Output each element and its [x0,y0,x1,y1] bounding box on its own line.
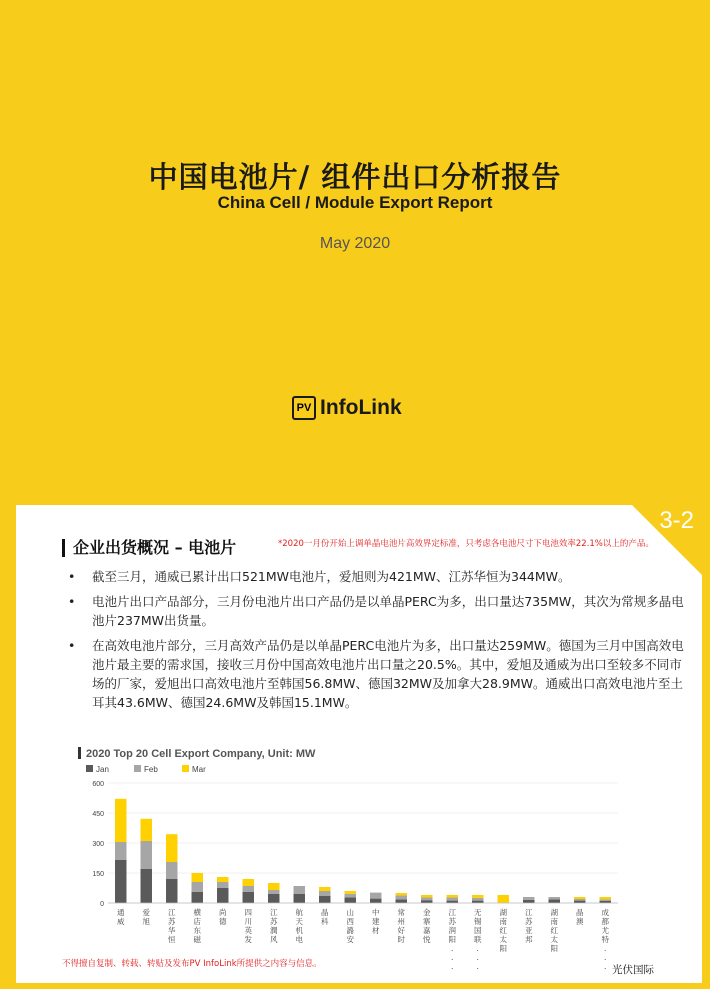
pv-logo-icon: PV [292,396,316,420]
bar-segment [217,877,228,882]
bar-segment [192,892,203,903]
x-tick-char: . [604,953,607,962]
x-tick-char: 联 [474,935,482,944]
x-tick-char: . [604,962,607,971]
bar-segment [396,895,407,899]
x-tick-label [194,907,202,944]
bar-segment [421,895,432,897]
bullet-item: • 在高效电池片部分，三月高效产品仍是以单晶PERC电池片为多，出口量达259MW。德国为三月中国高效电池片最主要的需求国，接收三月份中国高效电池片出口量之20.5%。其中，爱旭及通威为出口至较多不同市场的厂家，爱旭出口高效电池片至韩国56.8MW、德国32MW及加拿大28.9MW。通威出口高效电池片至土耳其43.6MW、德国24.6MW及韩国15.1MW。 [64,636,684,712]
x-tick-char: 湖 [499,908,507,917]
x-tick-char: 阳 [448,935,456,944]
x-tick-char: 阳 [499,944,507,953]
bar-segment [549,899,560,903]
x-tick-char: 天 [295,917,303,926]
report-slide [16,505,702,983]
bar-segment [294,886,305,894]
bullet-item: • 电池片出口产品部分，三月份电池片出口产品仍是以单晶PERC为多，出口量达735MW，其次为常规多晶电池片237MW出货量。 [64,592,684,630]
x-tick-char: 航 [295,908,303,917]
x-tick-char: 红 [499,926,507,935]
x-tick-char: 邦 [525,935,533,944]
x-tick-char: 特 [601,935,609,944]
bar-segment [574,897,585,899]
x-tick-char: 科 [321,917,329,926]
x-tick-label [219,907,227,926]
x-tick-label [296,907,304,944]
x-tick-char: 澳 [576,917,584,926]
bar-segment [319,887,330,891]
bar-segment [345,894,356,898]
bar-segment [115,842,126,860]
x-tick-char: 中 [372,908,380,917]
x-tick-label [372,907,380,935]
x-tick-char: . [604,944,607,953]
bar-segment [447,897,458,900]
x-tick-char: 西 [346,917,354,926]
x-tick-char: 江 [168,908,176,917]
bar-segment [600,899,611,901]
bar-segment [396,899,407,903]
bar-segment [523,900,534,903]
x-tick-char: 成 [601,908,609,917]
logo-text: InfoLink [320,396,402,419]
bullet-list [64,567,684,718]
cover-date: May 2020 [319,235,391,252]
x-tick-char: . [451,944,454,953]
legend-swatch [134,765,141,772]
x-tick-char: 通 [117,908,125,917]
x-tick-char: 建 [372,917,380,926]
bar-segment [421,897,432,900]
legend-label: Mar [192,765,206,774]
x-tick-char: 润 [448,926,456,935]
x-tick-label [576,907,584,926]
x-tick-char: 晶 [321,908,329,917]
bar-segment [523,897,534,900]
x-tick-label [117,907,125,926]
section-title: 企业出货概况 – 电池片 [62,539,236,557]
x-tick-char: . [476,962,479,971]
x-tick-char: 嘉 [423,926,431,935]
bar-segment [217,888,228,903]
bar-segment [370,899,381,903]
bar-segment [192,882,203,892]
x-tick-char: 潤 [270,926,278,935]
bar-segment [268,883,279,890]
x-tick-char: 英 [244,926,252,935]
x-tick-char: . [476,944,479,953]
cover-title-cn: 中国电池片/ 组件出口分析报告 [148,160,562,194]
x-tick-char: 太 [499,935,507,944]
bar-segment [472,898,483,901]
x-tick-char: 电 [295,935,303,944]
bar-segment [243,886,254,892]
bar-segment [472,895,483,898]
bar-segment [268,890,279,894]
x-tick-char: 四 [244,908,252,917]
chart-svg [78,745,638,971]
bullet-item: • 截至三月，通威已累计出口521MW电池片，爱旭则为421MW、江苏华恒为344MW。 [64,567,684,586]
bar-segment [268,894,279,903]
x-tick-char: . [476,953,479,962]
legend-swatch [86,765,93,772]
x-tick-char: 苏 [168,917,176,926]
legend-label: Jan [96,765,109,774]
x-tick-char: 江 [525,908,533,917]
x-tick-label [525,908,533,944]
y-tick-label: 0 [100,901,104,908]
y-tick-label: 300 [92,841,104,848]
bar-segment [217,882,228,888]
x-tick-char: 苏 [270,917,278,926]
y-tick-label: 450 [92,811,104,818]
x-tick-label [270,908,278,944]
x-tick-char: 南 [550,917,558,926]
x-tick-char: 川 [244,917,252,926]
x-tick-char: 旭 [142,917,150,926]
x-tick-char: 好 [397,926,405,935]
bar-segment [141,869,152,903]
watermark-stamp: 光伏国际 [612,964,654,976]
x-tick-char: 机 [295,926,303,935]
x-tick-char: 材 [372,926,380,935]
chart-title-marker [78,747,81,759]
x-tick-char: 时 [397,935,405,944]
x-tick-char: 苏 [525,917,533,926]
bar-segment [166,862,177,879]
bar-segment [141,841,152,869]
x-tick-char: 风 [270,935,278,944]
x-tick-label [474,908,482,971]
x-tick-char: 横 [193,908,201,917]
x-tick-char: 苏 [448,917,456,926]
bar-segment [166,834,177,862]
x-tick-label [143,907,151,926]
x-tick-char: 寨 [423,917,431,926]
x-tick-char: 店 [193,917,201,926]
x-tick-label [449,908,457,971]
bar-segment [600,897,611,899]
bar-segment [370,893,381,899]
x-tick-char: 安 [346,935,354,944]
x-tick-char: 亚 [525,926,533,935]
bar-segment [345,891,356,894]
x-tick-char: 磁 [193,935,201,944]
x-tick-char: 爱 [142,908,150,917]
x-tick-char: 阳 [550,944,558,953]
bar-segment [294,894,305,903]
x-tick-char: 尤 [601,926,609,935]
x-tick-char: 恒 [168,935,176,944]
bar-segment [319,891,330,896]
legend-swatch [182,765,189,772]
x-tick-char: 红 [550,926,558,935]
bar-segment [115,860,126,903]
x-tick-char: 湖 [550,908,558,917]
bar-segment [141,819,152,841]
x-tick-char: 潞 [346,926,354,935]
export-chart [78,745,638,971]
footer-notice: 不得擅自复制、转载、转贴及发布PV InfoLink所提供之内容与信息。 [62,959,322,969]
x-tick-char: 德 [219,917,227,926]
x-tick-char: 悦 [423,935,431,944]
bar-segment [319,896,330,903]
bar-segment [345,897,356,903]
x-tick-label [168,908,176,944]
x-tick-char: 发 [244,935,252,944]
x-tick-char: 华 [168,926,176,935]
x-tick-char: . [451,962,454,971]
x-tick-label [500,907,508,953]
x-tick-char: 国 [474,926,482,935]
x-tick-char: 金 [423,908,431,917]
x-tick-char: 东 [193,926,201,935]
slide-number: 3-2 [659,507,694,534]
infolink-logo [292,396,402,420]
x-tick-label [347,907,355,944]
x-tick-label [602,907,610,971]
x-tick-char: 太 [550,935,558,944]
x-tick-label [423,907,431,944]
bar-segment [192,873,203,882]
x-tick-label [398,907,406,944]
bar-segment [396,893,407,895]
x-tick-char: 南 [499,917,507,926]
y-tick-label: 600 [92,781,104,788]
bar-segment [447,895,458,897]
bar-segment [243,879,254,886]
x-tick-label [245,908,253,944]
x-tick-label [551,907,559,953]
x-tick-char: 江 [448,908,456,917]
x-tick-char: 都 [601,917,609,926]
x-tick-char: 无 [474,908,482,917]
section-note: *2020一月份开始上调单晶电池片高效界定标准，只考虑各电池尺寸下电池效率22.1%以上的产品。 [278,539,654,549]
x-tick-char: 晶 [576,908,584,917]
bar-segment [574,899,585,901]
bar-segment [549,897,560,899]
bar-segment [421,900,432,903]
bar-segment [166,879,177,903]
bar-segment [115,799,126,842]
x-tick-char: 州 [397,917,405,926]
x-tick-char: 威 [117,917,125,926]
x-tick-char: 常 [397,908,405,917]
bar-segment [243,892,254,903]
x-tick-char: 江 [270,908,278,917]
y-tick-label: 150 [92,871,104,878]
x-tick-char: 山 [346,908,354,917]
x-tick-label [321,907,329,926]
chart-title: 2020 Top 20 Cell Export Company, Unit: MW [86,748,316,760]
legend-label: Feb [144,765,158,774]
cover-title-en: China Cell / Module Export Report [217,193,493,212]
x-tick-char: 锡 [474,917,482,926]
x-tick-char: 尚 [219,908,227,917]
x-tick-char: . [451,953,454,962]
bar-segment [498,895,509,903]
